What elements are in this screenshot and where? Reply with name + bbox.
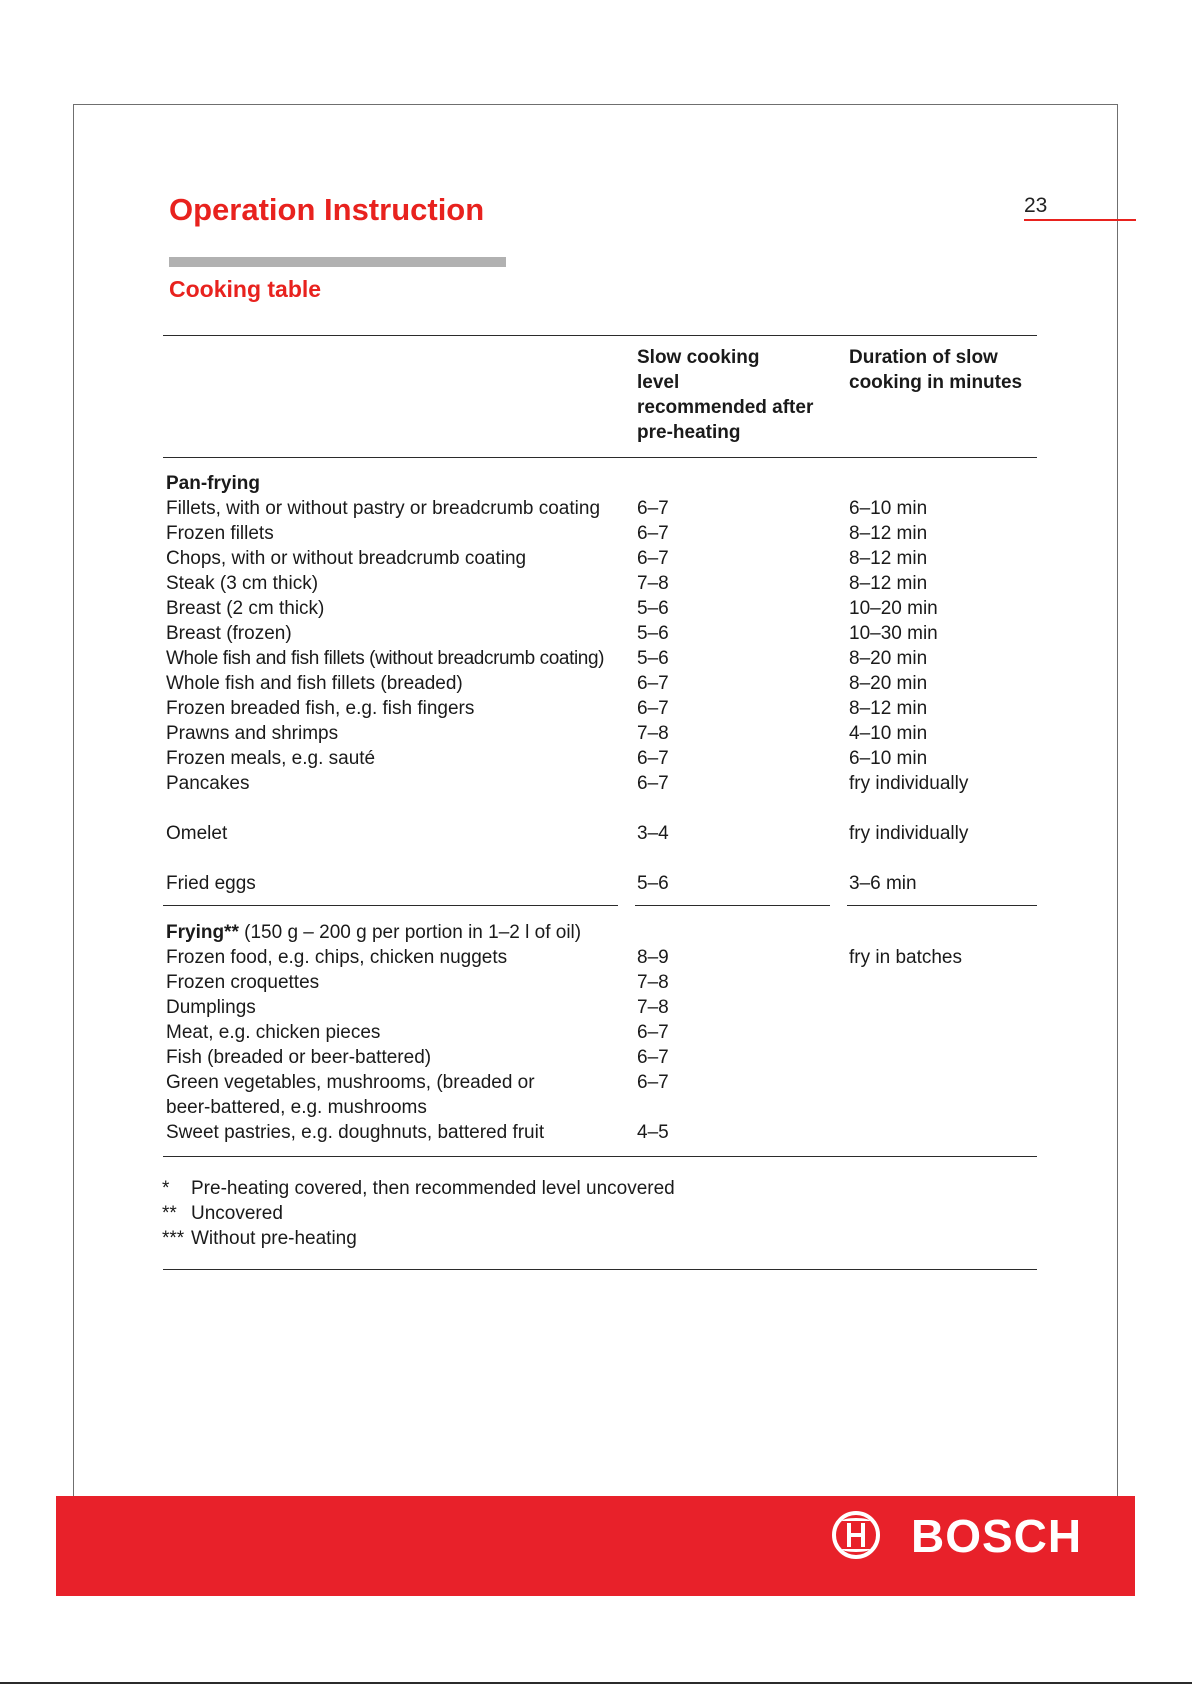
table-row-food: Dumplings	[166, 997, 256, 1018]
table-row-food: Meat, e.g. chicken pieces	[166, 1022, 381, 1043]
table-row-level: 6–7	[637, 673, 669, 694]
page-number-rule	[1024, 219, 1136, 221]
table-row-food: Frozen food, e.g. chips, chicken nuggets	[166, 947, 508, 968]
footnote-mark: ***	[162, 1228, 185, 1249]
table-row-level: 6–7	[637, 698, 669, 719]
table-row-duration: 8–12 min	[849, 698, 928, 719]
table-row-duration: fry individually	[849, 773, 969, 794]
table-row-duration: 8–12 min	[849, 523, 928, 544]
table-row-food: Prawns and shrimps	[166, 723, 339, 744]
table-bottom-rule	[163, 1156, 1037, 1157]
table-row-duration: fry in batches	[849, 947, 962, 968]
table-row-food: Whole fish and fish fillets (without breadcrumb coating)	[166, 648, 605, 669]
table-row-level: 6–7	[637, 1047, 669, 1068]
table-row-level: 5–6	[637, 623, 669, 644]
table-row-level: 6–7	[637, 548, 669, 569]
table-row-level: 5–6	[637, 648, 669, 669]
column-header-level: Slow cooking level recommended after pre-heating	[637, 347, 814, 443]
table-row-duration: 6–10 min	[849, 748, 928, 769]
table-row-level: 6–7	[637, 748, 669, 769]
table-row-food: Fillets, with or without pastry or breadcrumb coating	[166, 498, 601, 519]
table-row-level: 4–5	[637, 1122, 669, 1143]
table-row-level: 3–4	[637, 823, 669, 844]
section-heading-pan-frying: Pan-frying	[166, 473, 260, 494]
table-row-level: 8–9	[637, 947, 669, 968]
table-row-food: Frozen fillets	[166, 523, 274, 544]
page-number: 23	[1024, 194, 1048, 217]
table-row-level: 6–7	[637, 1072, 669, 1093]
title-underline-bar	[169, 257, 506, 267]
footnote-mark: **	[162, 1203, 177, 1224]
table-row-food: Sweet pastries, e.g. doughnuts, battered fruit	[166, 1122, 545, 1143]
footnote-text: Uncovered	[191, 1203, 283, 1224]
table-row-level: 7–8	[637, 573, 669, 594]
page-bottom-rule	[0, 1682, 1192, 1684]
table-row-food: Frozen croquettes	[166, 972, 320, 993]
section-heading-frying: Frying** (150 g – 200 g per portion in 1–2 l of oil)	[166, 922, 582, 943]
table-row-level: 7–8	[637, 972, 669, 993]
table-top-rule	[163, 335, 1037, 336]
table-row-food: Omelet	[166, 823, 228, 844]
table-row-duration: 8–12 min	[849, 548, 928, 569]
table-row-food: Fried eggs	[166, 873, 256, 894]
table-row-level: 5–6	[637, 598, 669, 619]
table-row-duration: 8–20 min	[849, 673, 928, 694]
table-header-rule	[163, 457, 1037, 458]
table-row-duration: 6–10 min	[849, 498, 928, 519]
section-divider-duration	[847, 905, 1037, 906]
table-row-duration: 10–30 min	[849, 623, 938, 644]
table-row-duration: 10–20 min	[849, 598, 938, 619]
table-row-level: 6–7	[637, 773, 669, 794]
footnote-text: Without pre-heating	[191, 1228, 357, 1249]
table-row-level: 6–7	[637, 1022, 669, 1043]
footnote-mark: *	[162, 1178, 170, 1199]
page-title: Operation Instruction	[169, 192, 485, 227]
section-divider-level	[635, 905, 830, 906]
table-row-food: Steak (3 cm thick)	[166, 573, 319, 594]
table-row-duration: 8–20 min	[849, 648, 928, 669]
table-row-duration: 3–6 min	[849, 873, 917, 894]
footnote-text: Pre-heating covered, then recommended level uncovered	[191, 1178, 675, 1199]
table-row-level: 5–6	[637, 873, 669, 894]
section-title: Cooking table	[169, 276, 322, 302]
table-row-level: 7–8	[637, 997, 669, 1018]
section-divider-food	[163, 905, 618, 906]
table-row-food: Pancakes	[166, 773, 250, 794]
table-row-food: beer-battered, e.g. mushrooms	[166, 1097, 427, 1118]
column-header-duration: Duration of slow cooking in minutes	[849, 347, 1023, 393]
table-row-duration: fry individually	[849, 823, 969, 844]
table-row-duration: 8–12 min	[849, 573, 928, 594]
table-row-level: 7–8	[637, 723, 669, 744]
brand-logo-text: BOSCH	[911, 1510, 1083, 1562]
table-row-food: Fish (breaded or beer-battered)	[166, 1047, 432, 1068]
table-row-food: Breast (frozen)	[166, 623, 292, 644]
table-row-food: Green vegetables, mushrooms, (breaded or	[166, 1072, 535, 1093]
table-row-food: Frozen meals, e.g. sauté	[166, 748, 376, 769]
bosch-armature-icon	[832, 1511, 880, 1559]
table-row-food: Breast (2 cm thick)	[166, 598, 325, 619]
footnotes-bottom-rule	[163, 1269, 1037, 1270]
table-row-food: Whole fish and fish fillets (breaded)	[166, 673, 463, 694]
table-row-duration: 4–10 min	[849, 723, 928, 744]
table-row-level: 6–7	[637, 498, 669, 519]
table-row-food: Frozen breaded fish, e.g. fish fingers	[166, 698, 475, 719]
table-row-food: Chops, with or without breadcrumb coating	[166, 548, 527, 569]
table-row-level: 6–7	[637, 523, 669, 544]
